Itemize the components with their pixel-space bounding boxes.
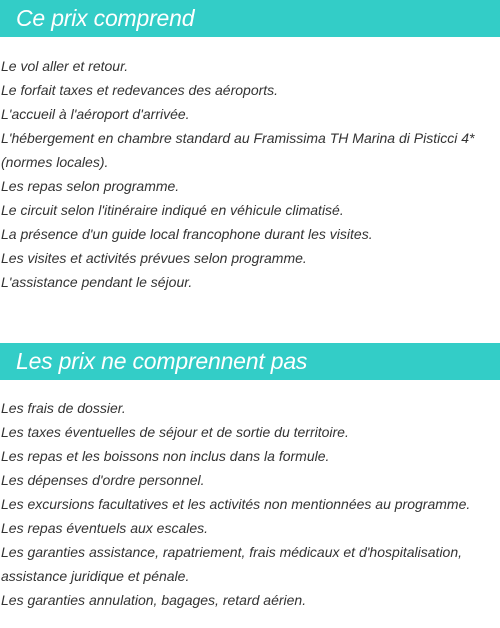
excluded-item: Les frais de dossier. — [1, 400, 126, 416]
excluded-item: Les garanties assistance, rapatriement, frais médicaux et d'hospitalisation, — [1, 544, 463, 560]
included-item: L'accueil à l'aéroport d'arrivée. — [1, 106, 190, 122]
excluded-item: Les dépenses d'ordre personnel. — [1, 472, 205, 488]
included-item: Les repas selon programme. — [1, 178, 180, 194]
excluded-list — [0, 396, 500, 612]
included-item: Le forfait taxes et redevances des aéroports. — [1, 82, 279, 98]
included-list — [0, 54, 500, 294]
excluded-header — [0, 343, 500, 380]
included-item: Les visites et activités prévues selon programme. — [1, 250, 307, 266]
included-item: (normes locales). — [1, 154, 109, 170]
excluded-item: Les repas et les boissons non inclus dans la formule. — [1, 448, 330, 464]
excluded-item: Les excursions facultatives et les activités non mentionnées au programme. — [1, 496, 471, 512]
included-title: Ce prix comprend — [16, 5, 195, 31]
excluded-title: Les prix ne comprennent pas — [16, 348, 308, 374]
excluded-section — [0, 343, 500, 612]
excluded-item: Les taxes éventuelles de séjour et de sortie du territoire. — [1, 424, 349, 440]
included-section — [0, 0, 500, 294]
included-item: L'assistance pendant le séjour. — [1, 274, 193, 290]
included-item: La présence d'un guide local francophone durant les visites. — [1, 226, 373, 242]
excluded-item: Les garanties annulation, bagages, retard aérien. — [1, 592, 307, 608]
included-item: L'hébergement en chambre standard au Framissima TH Marina di Pisticci 4* — [1, 130, 475, 146]
included-item: Le circuit selon l'itinéraire indiqué en véhicule climatisé. — [1, 202, 344, 218]
included-header — [0, 0, 500, 37]
included-item: Le vol aller et retour. — [1, 58, 129, 74]
excluded-item: Les repas éventuels aux escales. — [1, 520, 209, 536]
excluded-item: assistance juridique et pénale. — [1, 568, 190, 584]
